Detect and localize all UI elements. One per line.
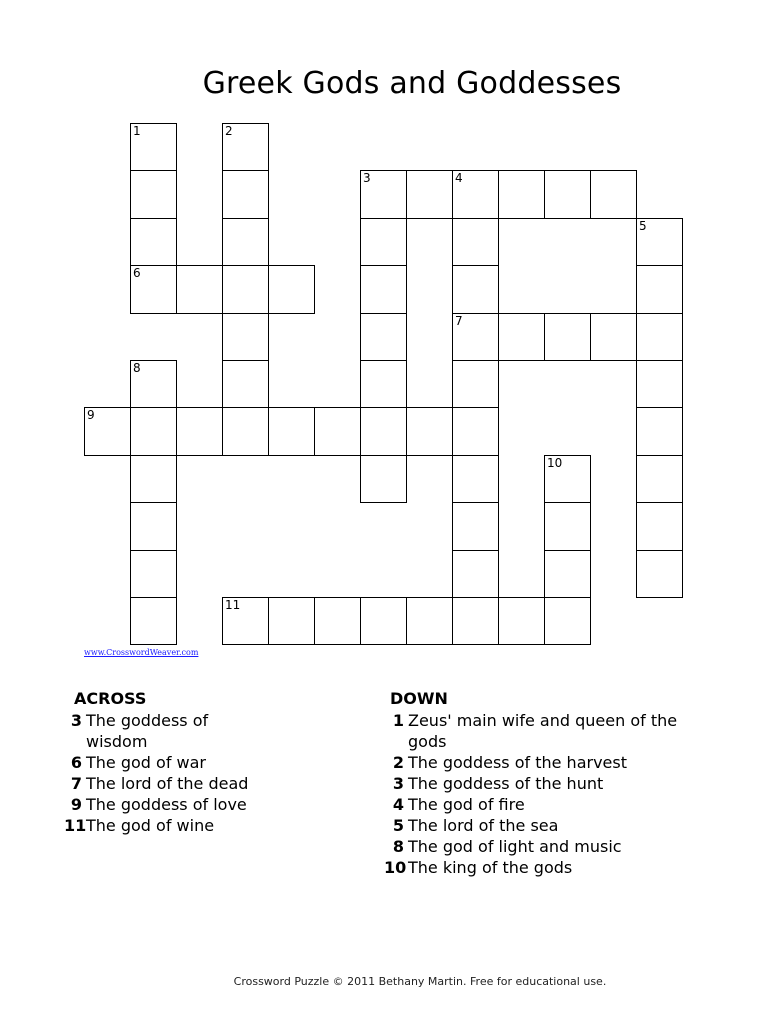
grid-cell[interactable] xyxy=(130,265,177,314)
grid-cell[interactable] xyxy=(130,218,177,266)
grid-cell[interactable] xyxy=(406,170,453,219)
grid-cell[interactable] xyxy=(130,455,177,503)
cell-number: 2 xyxy=(225,124,233,138)
clue-text: The lord of the dead xyxy=(86,774,249,793)
cell-number: 9 xyxy=(87,408,95,422)
grid-cell[interactable] xyxy=(360,407,407,456)
grid-cell[interactable] xyxy=(360,360,407,408)
grid-cell[interactable] xyxy=(636,550,683,598)
across-clue xyxy=(64,773,258,794)
crossword-weaver-link[interactable]: www.CrosswordWeaver.com xyxy=(84,648,199,657)
clue-number: 5 xyxy=(392,816,404,835)
down-clue xyxy=(384,815,684,836)
grid-cell[interactable] xyxy=(176,407,223,456)
grid-cell[interactable] xyxy=(544,313,591,361)
grid-cell[interactable] xyxy=(360,265,407,314)
clue-text: The god of war xyxy=(86,753,207,772)
grid-cell[interactable] xyxy=(222,170,269,219)
clue-text: The goddess of the harvest xyxy=(408,753,627,772)
grid-cell[interactable] xyxy=(636,265,683,314)
grid-cell[interactable] xyxy=(314,597,361,645)
cell-number: 10 xyxy=(547,456,563,470)
grid-cell[interactable] xyxy=(222,313,269,361)
page-title: Greek Gods and Goddesses xyxy=(202,66,622,102)
grid-cell[interactable] xyxy=(314,407,361,456)
clue-number: 9 xyxy=(70,795,82,814)
grid-cell[interactable] xyxy=(130,123,177,171)
across-clue xyxy=(64,794,258,815)
clue-text: The god of light and music xyxy=(408,837,622,856)
grid-cell[interactable] xyxy=(636,218,683,266)
grid-cell[interactable] xyxy=(452,550,499,598)
grid-cell[interactable] xyxy=(268,407,315,456)
grid-cell[interactable] xyxy=(130,407,177,456)
clue-number: 6 xyxy=(70,753,82,772)
grid-cell[interactable] xyxy=(130,597,177,645)
grid-cell[interactable] xyxy=(130,360,177,408)
clue-number: 8 xyxy=(392,837,404,856)
down-clue xyxy=(384,752,684,773)
grid-cell[interactable] xyxy=(360,313,407,361)
grid-cell[interactable] xyxy=(222,218,269,266)
across-clue xyxy=(64,752,258,773)
grid-cell[interactable] xyxy=(452,265,499,314)
grid-cell[interactable] xyxy=(452,170,499,219)
grid-cell[interactable] xyxy=(360,455,407,503)
clue-number: 1 xyxy=(392,711,404,730)
clue-text: The goddess of love xyxy=(86,795,247,814)
grid-cell[interactable] xyxy=(84,407,131,456)
grid-cell[interactable] xyxy=(590,170,637,219)
grid-cell[interactable] xyxy=(222,407,269,456)
grid-cell[interactable] xyxy=(268,597,315,645)
grid-cell[interactable] xyxy=(406,597,453,645)
clue-number: 3 xyxy=(392,774,404,793)
down-clues xyxy=(384,688,684,878)
across-clue xyxy=(64,710,258,752)
grid-cell[interactable] xyxy=(452,218,499,266)
cell-number: 4 xyxy=(455,171,463,185)
cell-number: 8 xyxy=(133,361,141,375)
cell-number: 7 xyxy=(455,314,463,328)
grid-cell[interactable] xyxy=(360,218,407,266)
clue-number: 3 xyxy=(70,711,82,730)
across-clue xyxy=(64,815,258,836)
grid-cell[interactable] xyxy=(636,455,683,503)
clue-number: 4 xyxy=(392,795,404,814)
grid-cell[interactable] xyxy=(544,455,591,503)
down-clue xyxy=(384,773,684,794)
grid-cell[interactable] xyxy=(452,502,499,551)
grid-cell[interactable] xyxy=(544,502,591,551)
down-clue xyxy=(384,836,684,857)
grid-cell[interactable] xyxy=(130,502,177,551)
clue-text: The king of the gods xyxy=(408,858,573,877)
cell-number: 5 xyxy=(639,219,647,233)
clue-number: 11 xyxy=(64,816,87,835)
grid-cell[interactable] xyxy=(222,597,269,645)
grid-cell[interactable] xyxy=(636,502,683,551)
down-clue xyxy=(384,794,684,815)
grid-cell[interactable] xyxy=(268,265,315,314)
clue-text: The goddess of the hunt xyxy=(408,774,604,793)
clue-text: The lord of the sea xyxy=(408,816,559,835)
clue-text: The goddess of wisdom xyxy=(86,711,209,751)
grid-cell[interactable] xyxy=(498,170,545,219)
grid-cell[interactable] xyxy=(498,313,545,361)
grid-cell[interactable] xyxy=(452,407,499,456)
clue-text: The god of fire xyxy=(408,795,525,814)
grid-cell[interactable] xyxy=(452,455,499,503)
grid-cell[interactable] xyxy=(544,597,591,645)
clue-number: 7 xyxy=(70,774,82,793)
clue-text: Zeus' main wife and queen of the gods xyxy=(408,711,678,751)
clue-text: The god of wine xyxy=(86,816,215,835)
grid-cell[interactable] xyxy=(498,597,545,645)
grid-cell[interactable] xyxy=(636,407,683,456)
grid-cell[interactable] xyxy=(176,265,223,314)
clue-number: 10 xyxy=(384,858,407,877)
grid-cell[interactable] xyxy=(452,313,499,361)
cell-number: 1 xyxy=(133,124,141,138)
across-heading: ACROSS xyxy=(74,689,147,708)
down-clue xyxy=(384,857,684,878)
grid-cell[interactable] xyxy=(406,407,453,456)
down-clue xyxy=(384,710,684,752)
grid-cell[interactable] xyxy=(222,265,269,314)
grid-cell[interactable] xyxy=(544,170,591,219)
copyright-notice: Crossword Puzzle © 2011 Bethany Martin. Free for educational use. xyxy=(233,975,607,988)
cell-number: 11 xyxy=(225,598,241,612)
grid-cell[interactable] xyxy=(360,170,407,219)
grid-cell[interactable] xyxy=(636,313,683,361)
grid-cell[interactable] xyxy=(360,597,407,645)
grid-cell[interactable] xyxy=(222,123,269,171)
grid-cell[interactable] xyxy=(222,360,269,408)
across-clues xyxy=(64,688,258,836)
grid-cell[interactable] xyxy=(130,550,177,598)
down-heading: DOWN xyxy=(390,689,448,708)
cell-number: 6 xyxy=(133,266,141,280)
grid-cell[interactable] xyxy=(452,360,499,408)
clue-number: 2 xyxy=(392,753,404,772)
cell-number: 3 xyxy=(363,171,371,185)
grid-cell[interactable] xyxy=(544,550,591,598)
grid-cell[interactable] xyxy=(452,597,499,645)
grid-cell[interactable] xyxy=(636,360,683,408)
grid-cell[interactable] xyxy=(130,170,177,219)
grid-cell[interactable] xyxy=(590,313,637,361)
